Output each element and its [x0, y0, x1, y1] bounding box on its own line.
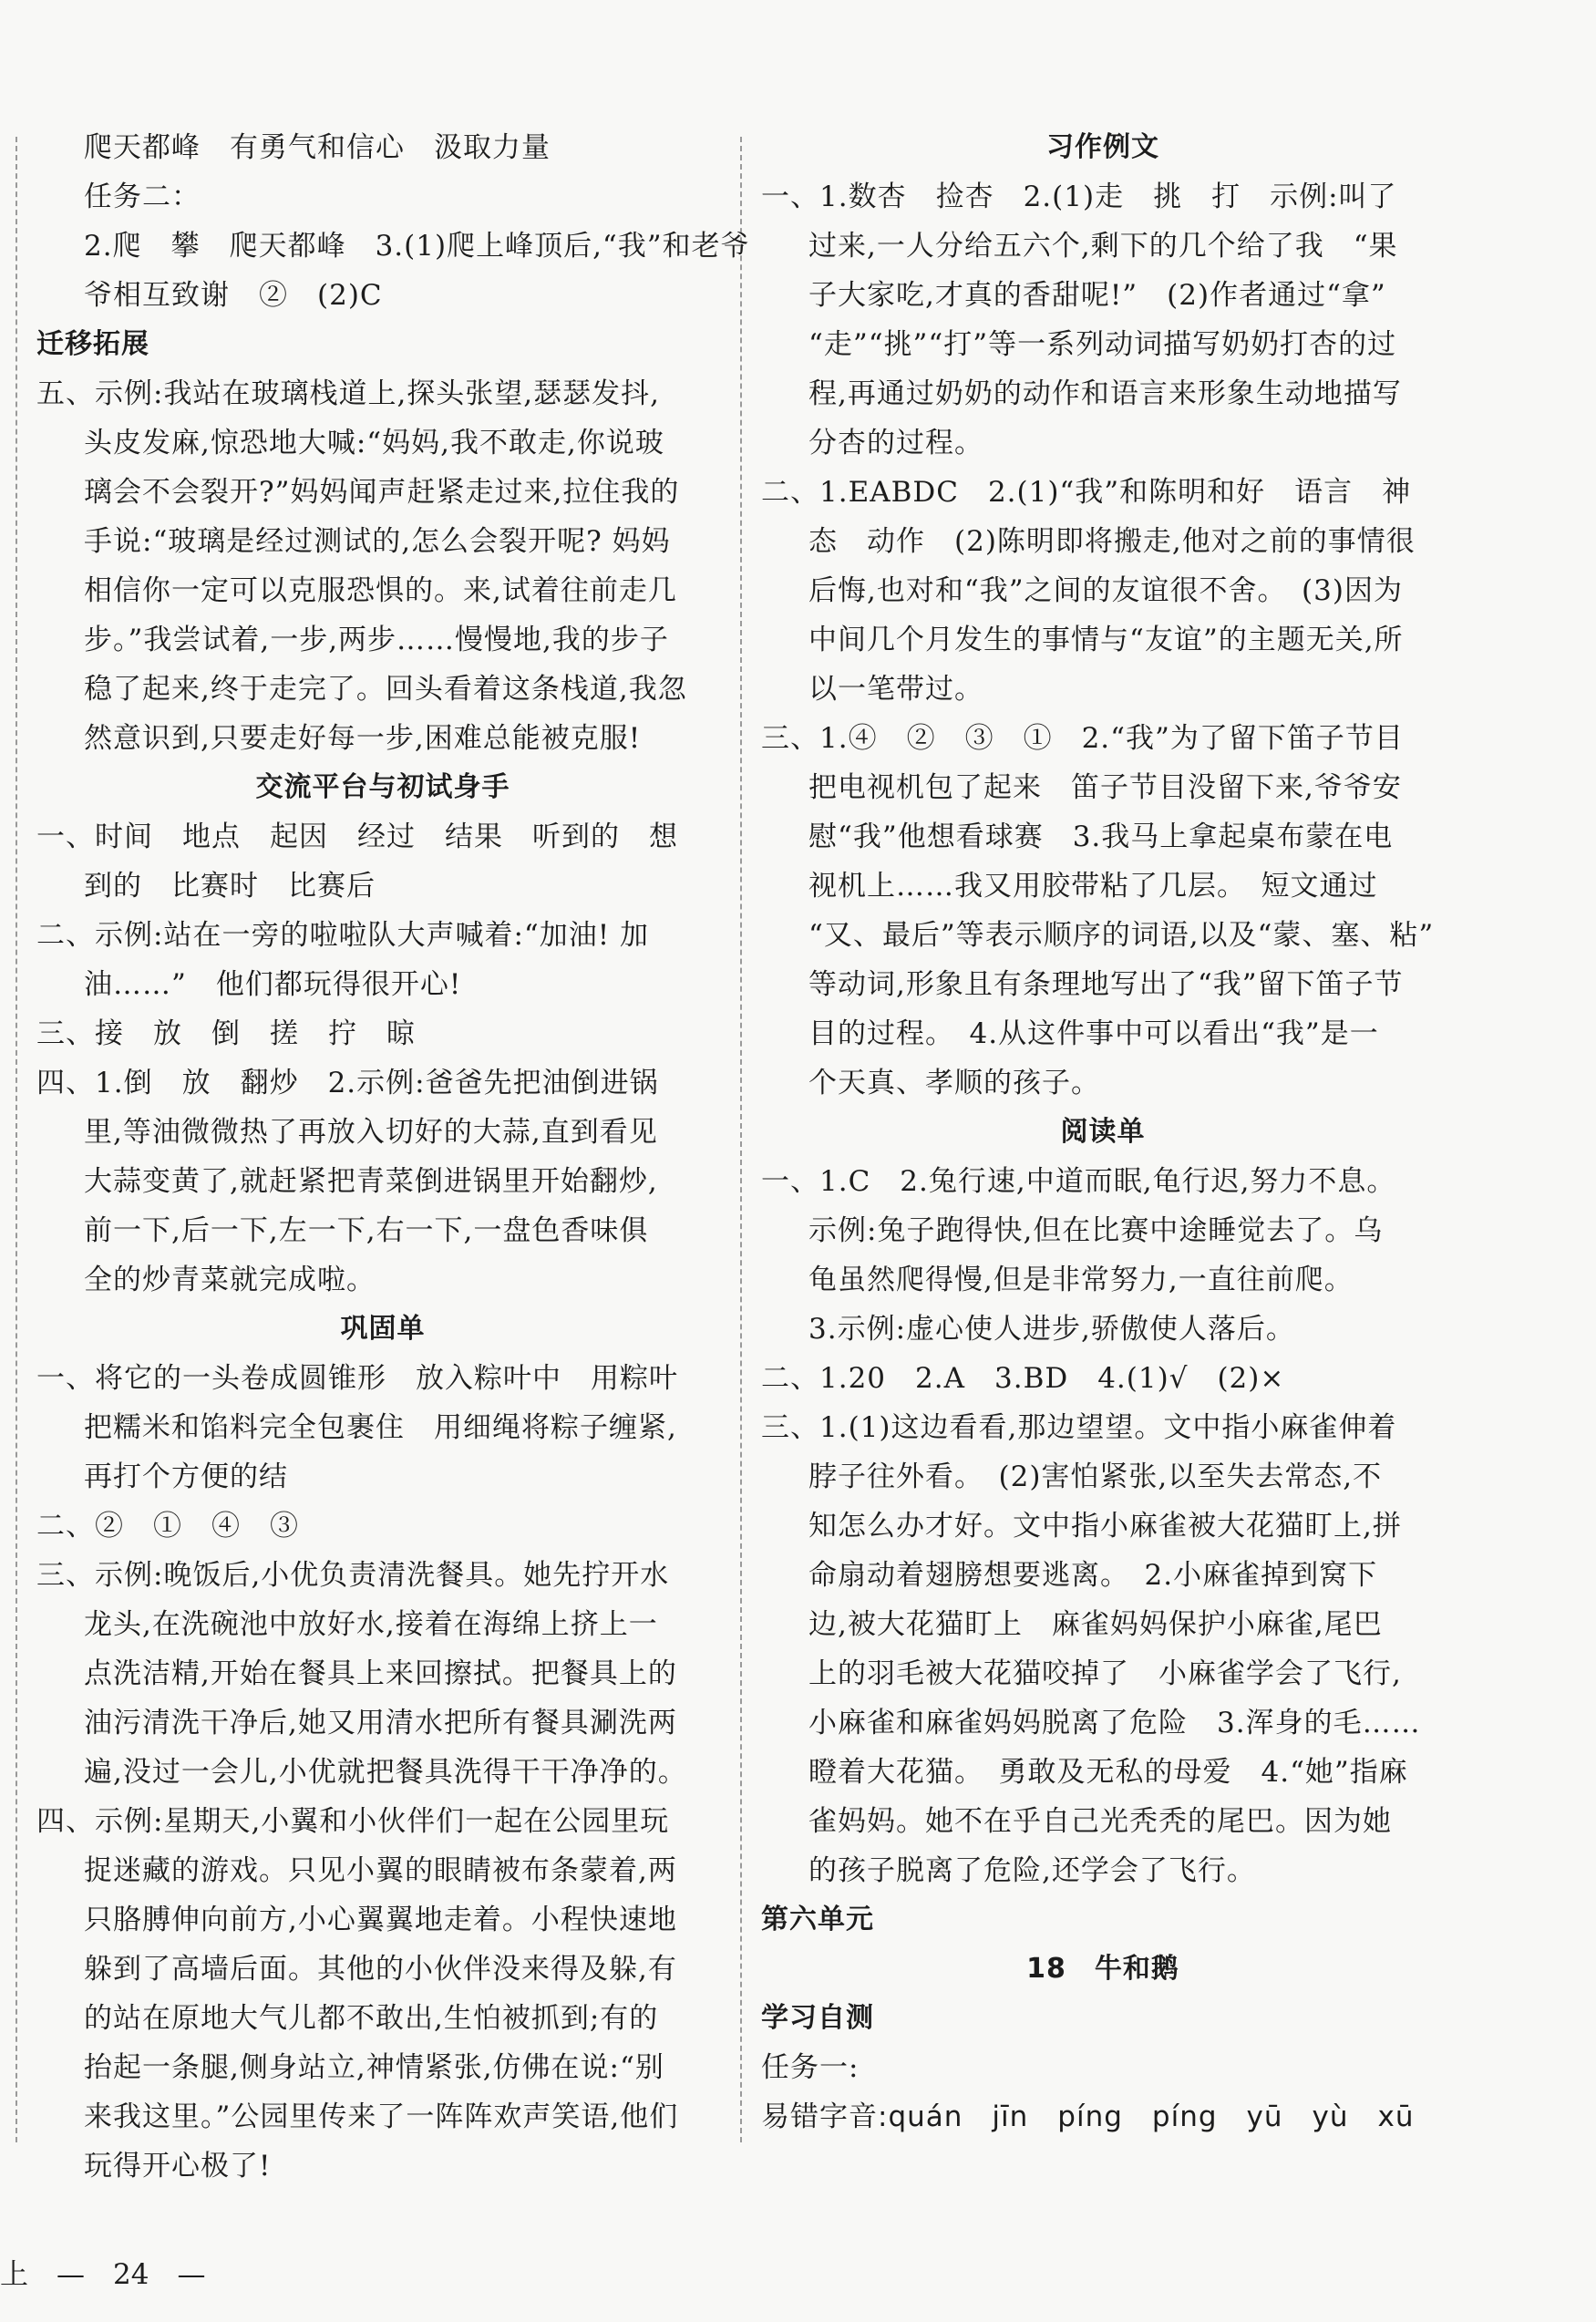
- text-line: 把电视机包了起来 笛子节目没留下来,爷爷安: [808, 771, 1402, 804]
- text-line: 瞪着大花猫。 勇敢及无私的母爱 4.“她”指麻: [808, 1756, 1408, 1789]
- text-line: 三、1.④ ② ③ ① 2.“我”为了留下笛子节目: [761, 722, 1404, 755]
- text-line: 一、将它的一头卷成圆锥形 放入粽叶中 用粽叶: [36, 1362, 678, 1395]
- section-title: 阅读单: [1060, 1116, 1146, 1148]
- text-line: 二、1.EABDC 2.(1)“我”和陈明和好 语言 神: [761, 476, 1412, 509]
- section-heading: 迁移拓展: [36, 328, 149, 360]
- section-title: 交流平台与初试身手: [255, 771, 510, 803]
- text-line: “走”“挑”“打”等一系列动词描写奶奶打杏的过: [808, 328, 1397, 361]
- text-line: 小麻雀和麻雀妈妈脱离了危险 3.浑身的毛……: [808, 1707, 1421, 1739]
- text-line: 个天真、孝顺的孩子。: [808, 1067, 1100, 1099]
- text-line: 二、② ① ④ ③: [36, 1510, 299, 1543]
- section-title: 巩固单: [340, 1313, 426, 1345]
- section-title: 18 牛和鹅: [1026, 1953, 1179, 1985]
- text-line: 相信你一定可以克服恐惧的。来,试着往前走几: [84, 574, 677, 607]
- text-line: 到的 比赛时 比赛后: [84, 870, 376, 903]
- text-line: 二、1.20 2.A 3.BD 4.(1)√ (2)×: [761, 1362, 1285, 1395]
- right-column: [761, 123, 1445, 2141]
- text-line: 里,等油微微热了再放入切好的大蒜,直到看见: [84, 1116, 658, 1149]
- text-line: 油污清洗干净后,她又用清水把所有餐具涮洗两: [84, 1707, 677, 1739]
- text-line: 脖子往外看。 (2)害怕紧张,以至失去常态,不: [808, 1460, 1383, 1493]
- text-line: 捉迷藏的游戏。只见小翼的眼睛被布条蒙着,两: [84, 1854, 677, 1887]
- text-line: 大蒜变黄了,就赶紧把青菜倒进锅里开始翻炒,: [84, 1165, 658, 1198]
- text-line: 油……” 他们都玩得很开心!: [84, 968, 462, 1001]
- text-line: 示例:兔子跑得快,但在比赛中途睡觉去了。乌: [808, 1214, 1384, 1247]
- text-line: 命扇动着翅膀想要逃离。 2.小麻雀掉到窝下: [808, 1559, 1378, 1592]
- text-line: 三、接 放 倒 搓 拧 晾: [36, 1017, 416, 1050]
- text-line: 分杏的过程。: [808, 427, 983, 459]
- text-line: 3.示例:虚心使人进步,骄傲使人落后。: [808, 1313, 1295, 1346]
- section-heading: 第六单元: [761, 1904, 874, 1935]
- text-line: 头皮发麻,惊恐地大喊:“妈妈,我不敢走,你说玻: [84, 427, 664, 459]
- text-line: 把糯米和馅料完全包裹住 用细绳将粽子缠紧,: [84, 1411, 677, 1444]
- text-line: 四、示例:星期天,小翼和小伙伴们一起在公园里玩: [36, 1805, 670, 1838]
- text-line: 点洗洁精,开始在餐具上来回擦拭。把餐具上的: [84, 1657, 677, 1690]
- text-line: 程,再通过奶奶的动作和语言来形象生动地描写: [808, 377, 1402, 410]
- section-title: 习作例文: [1046, 131, 1159, 163]
- text-line: 二、示例:站在一旁的啦啦队大声喊着:“加油! 加: [36, 919, 650, 952]
- text-line: 易错字音:quán jīn píng píng yū yù xū: [761, 2100, 1415, 2133]
- text-line: 子大家吃,才真的香甜呢!” (2)作者通过“拿”: [808, 279, 1386, 312]
- text-line: 的站在原地大气儿都不敢出,生怕被抓到;有的: [84, 2002, 659, 2035]
- column-divider-left: [15, 137, 17, 2142]
- text-line: 慰“我”他想看球赛 3.我马上拿起桌布蒙在电: [808, 820, 1394, 853]
- text-line: 任务二：: [84, 181, 201, 213]
- text-line: 一、时间 地点 起因 经过 结果 听到的 想: [36, 820, 678, 853]
- text-line: 中间几个月发生的事情与“友谊”的主题无关,所: [808, 624, 1404, 656]
- text-line: 璃会不会裂开?”妈妈闻声赶紧走过来,拉住我的: [84, 476, 680, 509]
- text-line: 视机上……我又用胶带粘了几层。 短文通过: [808, 870, 1378, 903]
- text-line: 只胳膊伸向前方,小心翼翼地走着。小程快速地: [84, 1904, 677, 1936]
- text-line: 前一下,后一下,左一下,右一下,一盘色香味俱: [84, 1214, 649, 1247]
- text-line: 一、1.数杏 捡杏 2.(1)走 挑 打 示例:叫了: [761, 181, 1397, 213]
- text-line: 上的羽毛被大花猫咬掉了 小麻雀学会了飞行,: [808, 1657, 1402, 1690]
- text-line: “又、最后”等表示顺序的词语,以及“蒙、塞、粘”: [808, 919, 1435, 952]
- page-footer: 上 — 24 —: [0, 2258, 206, 2291]
- text-line: 边,被大花猫盯上 麻雀妈妈保护小麻雀,尾巴: [808, 1608, 1383, 1641]
- text-line: 任务一:: [761, 2051, 860, 2084]
- text-line: 龙头,在洗碗池中放好水,接着在海绵上挤上一: [84, 1608, 658, 1641]
- text-line: 全的炒青菜就完成啦。: [84, 1264, 376, 1296]
- left-column: [36, 123, 750, 2191]
- text-line: 以一笔带过。: [808, 673, 983, 706]
- text-line: 一、1.C 2.兔行速,中道而眠,龟行迟,努力不息。: [761, 1165, 1396, 1198]
- text-line: 后悔,也对和“我”之间的友谊很不舍。 (3)因为: [808, 574, 1403, 607]
- text-line: 手说:“玻璃是经过测试的,怎么会裂开呢? 妈妈: [84, 525, 671, 558]
- text-line: 目的过程。 4.从这件事中可以看出“我”是一: [808, 1017, 1379, 1050]
- text-line: 龟虽然爬得慢,但是非常努力,一直往前爬。: [808, 1264, 1354, 1296]
- text-line: 雀妈妈。她不在乎自己光秃秃的尾巴。因为她: [808, 1805, 1392, 1838]
- text-line: 三、1.(1)这边看看,那边望望。文中指小麻雀伸着: [761, 1411, 1397, 1444]
- text-line: 四、1.倒 放 翻炒 2.示例:爸爸先把油倒进锅: [36, 1067, 659, 1099]
- text-line: 来我这里。”公园里传来了一阵阵欢声笑语,他们: [84, 2100, 679, 2133]
- text-line: 玩得开心极了!: [84, 2150, 272, 2183]
- text-line: 爷相互致谢 ② (2)C: [84, 279, 383, 312]
- text-line: 三、示例:晚饭后,小优负责清洗餐具。她先拧开水: [36, 1559, 670, 1592]
- text-line: 知怎么办才好。文中指小麻雀被大花猫盯上,拼: [808, 1510, 1402, 1543]
- section-heading: 学习自测: [761, 2002, 874, 2034]
- column-divider-middle: [740, 137, 742, 2142]
- text-line: 态 动作 (2)陈明即将搬走,他对之前的事情很: [808, 525, 1416, 558]
- text-line: 遍,没过一会儿,小优就把餐具洗得干干净净的。: [84, 1756, 687, 1789]
- text-line: 步。”我尝试着,一步,两步……慢慢地,我的步子: [84, 624, 669, 656]
- text-line: 爬天都峰 有勇气和信心 汲取力量: [84, 131, 551, 164]
- text-line: 抬起一条腿,侧身站立,神情紧张,仿佛在说:“别: [84, 2051, 664, 2084]
- text-line: 的孩子脱离了危险,还学会了飞行。: [808, 1854, 1256, 1887]
- text-line: 躲到了高墙后面。其他的小伙伴没来得及躲,有: [84, 1953, 677, 1986]
- text-line: 等动词,形象且有条理地写出了“我”留下笛子节: [808, 968, 1404, 1001]
- text-line: 稳了起来,终于走完了。回头看着这条栈道,我忽: [84, 673, 687, 706]
- text-line: 2.爬 攀 爬天都峰 3.(1)爬上峰顶后,“我”和老爷: [84, 230, 750, 263]
- text-line: 然意识到,只要走好每一步,困难总能被克服!: [84, 722, 642, 755]
- text-line: 过来,一人分给五六个,剩下的几个给了我 “果: [808, 230, 1398, 263]
- text-line: 五、示例:我站在玻璃栈道上,探头张望,瑟瑟发抖,: [36, 377, 661, 410]
- text-line: 再打个方便的结: [84, 1460, 288, 1493]
